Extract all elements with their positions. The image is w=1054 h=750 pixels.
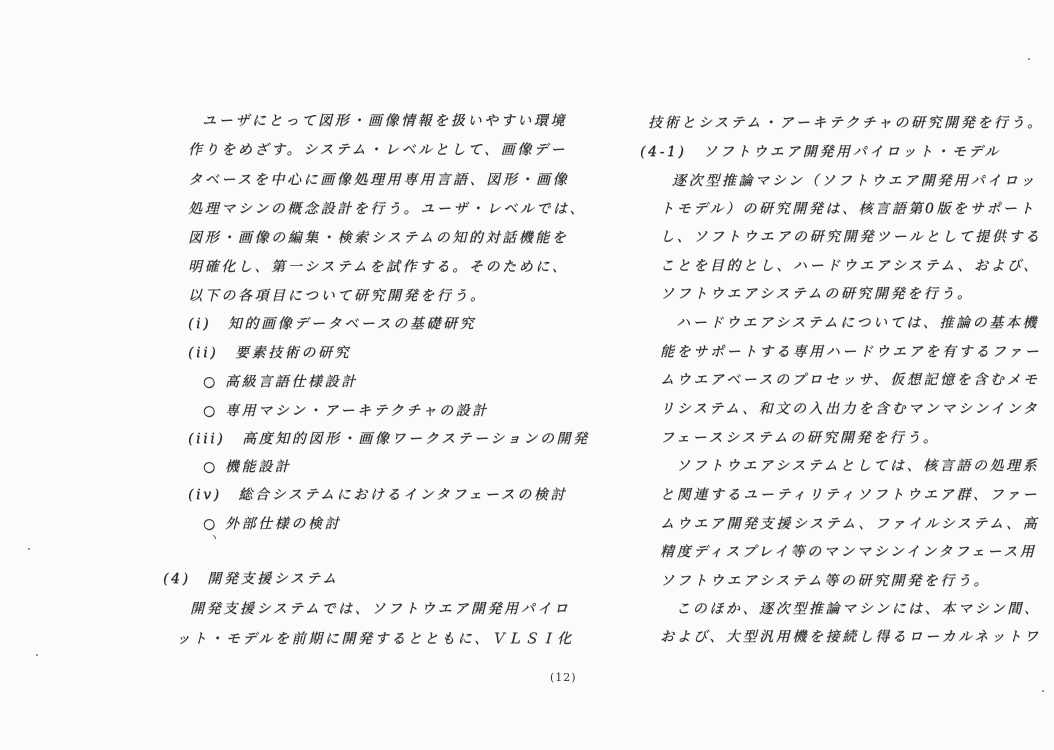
scan-speck: [28, 548, 30, 550]
text-line: 図形・画像の編集・検索システムの知的対話機能を: [188, 230, 569, 246]
list-sub-item: ○ 外部仕様の検討: [203, 516, 342, 532]
scan-speck: [1042, 690, 1044, 692]
section-heading: (4) 開発支援システム: [163, 571, 339, 587]
text-line: 開発支援システムでは、ソフトウエア開発用パイロ: [190, 601, 571, 617]
text-line: このほか、逐次型推論マシンには、本マシン間、: [676, 601, 1041, 617]
text-line: ソフトウエアシステムとしては、核言語の処理系: [676, 458, 1040, 474]
text-line: ユーザにとって図形・画像情報を扱いやすい環境: [202, 113, 567, 129]
text-line: フェースシステムの研究開発を行う。: [660, 430, 940, 446]
list-item-heading: (ii) 要素技術の研究: [188, 345, 352, 361]
section-heading: (4-1) ソフトウエア開発用パイロット・モデル: [640, 144, 1001, 160]
text-line: 作りをめざす。システム・レベルとして、画像デー: [188, 142, 567, 158]
text-line: 技術とシステム・アーキテクチャの研究開発を行う。: [648, 115, 1044, 131]
text-line: および、大型汎用機を接続し得るローカルネットワ: [660, 629, 1041, 645]
list-item-heading: (iii) 高度知的図形・画像ワークステーションの開発: [188, 431, 590, 447]
scan-speck: [1028, 58, 1030, 60]
text-line: ソフトウエアシステムの研究開発を行う。: [660, 286, 974, 302]
text-line: ット・モデルを前期に開発するとともに、ＶＬＳＩ化: [176, 631, 574, 647]
text-line: 以下の各項目について研究開発を行う。: [188, 288, 487, 304]
list-sub-item: ○ 専用マシン・アーキテクチャの設計: [203, 403, 489, 419]
text-line: 能をサポートする専用ハードウエアを有するファー: [660, 344, 1042, 360]
list-item-heading: (iv) 総合システムにおけるインタフェースの検討: [188, 487, 567, 503]
text-line: ハードウエアシステムについては、推論の基本機: [676, 315, 1039, 331]
text-line: 精度ディスプレイ等のマンマシンインタフェース用: [660, 544, 1037, 560]
text-line: トモデル）の研究開発は、核言語第0版をサポート: [660, 201, 1037, 217]
page-number: (12): [550, 671, 577, 684]
text-line: し、ソフトウエアの研究開発ツールとして提供する: [660, 229, 1042, 245]
text-line: ムウエア開発支援システム、ファイルシステム、高: [660, 516, 1040, 532]
list-sub-item: ○ 高級言語仕様設計: [203, 374, 358, 390]
text-line: ソフトウエアシステム等の研究開発を行う。: [660, 573, 991, 589]
text-line: ことを目的とし、ハードウエアシステム、および、: [660, 258, 1040, 274]
stray-mark: ヽ: [208, 530, 221, 544]
text-line: リシステム、和文の入出力を含むマンマシンインタ: [660, 401, 1040, 417]
list-sub-item: ○ 機能設計: [203, 459, 292, 475]
list-item-heading: (i) 知的画像データベースの基礎研究: [188, 316, 477, 332]
text-line: 逐次型推論マシン（ソフトウエア開発用パイロッ: [672, 173, 1037, 189]
text-line: 明確化し、第一システムを試作する。そのために、: [188, 259, 569, 275]
text-line: と関連するユーティリティソフトウエア群、ファー: [660, 487, 1039, 503]
text-line: タベースを中心に画像処理用専用言語、図形・画像: [188, 172, 570, 188]
text-line: ムウエアベースのプロセッサ、仮想記憶を含むメモ: [660, 372, 1040, 388]
scan-speck: [36, 654, 38, 656]
text-line: 処理マシンの概念設計を行う。ユーザ・レベルでは、: [188, 201, 587, 217]
